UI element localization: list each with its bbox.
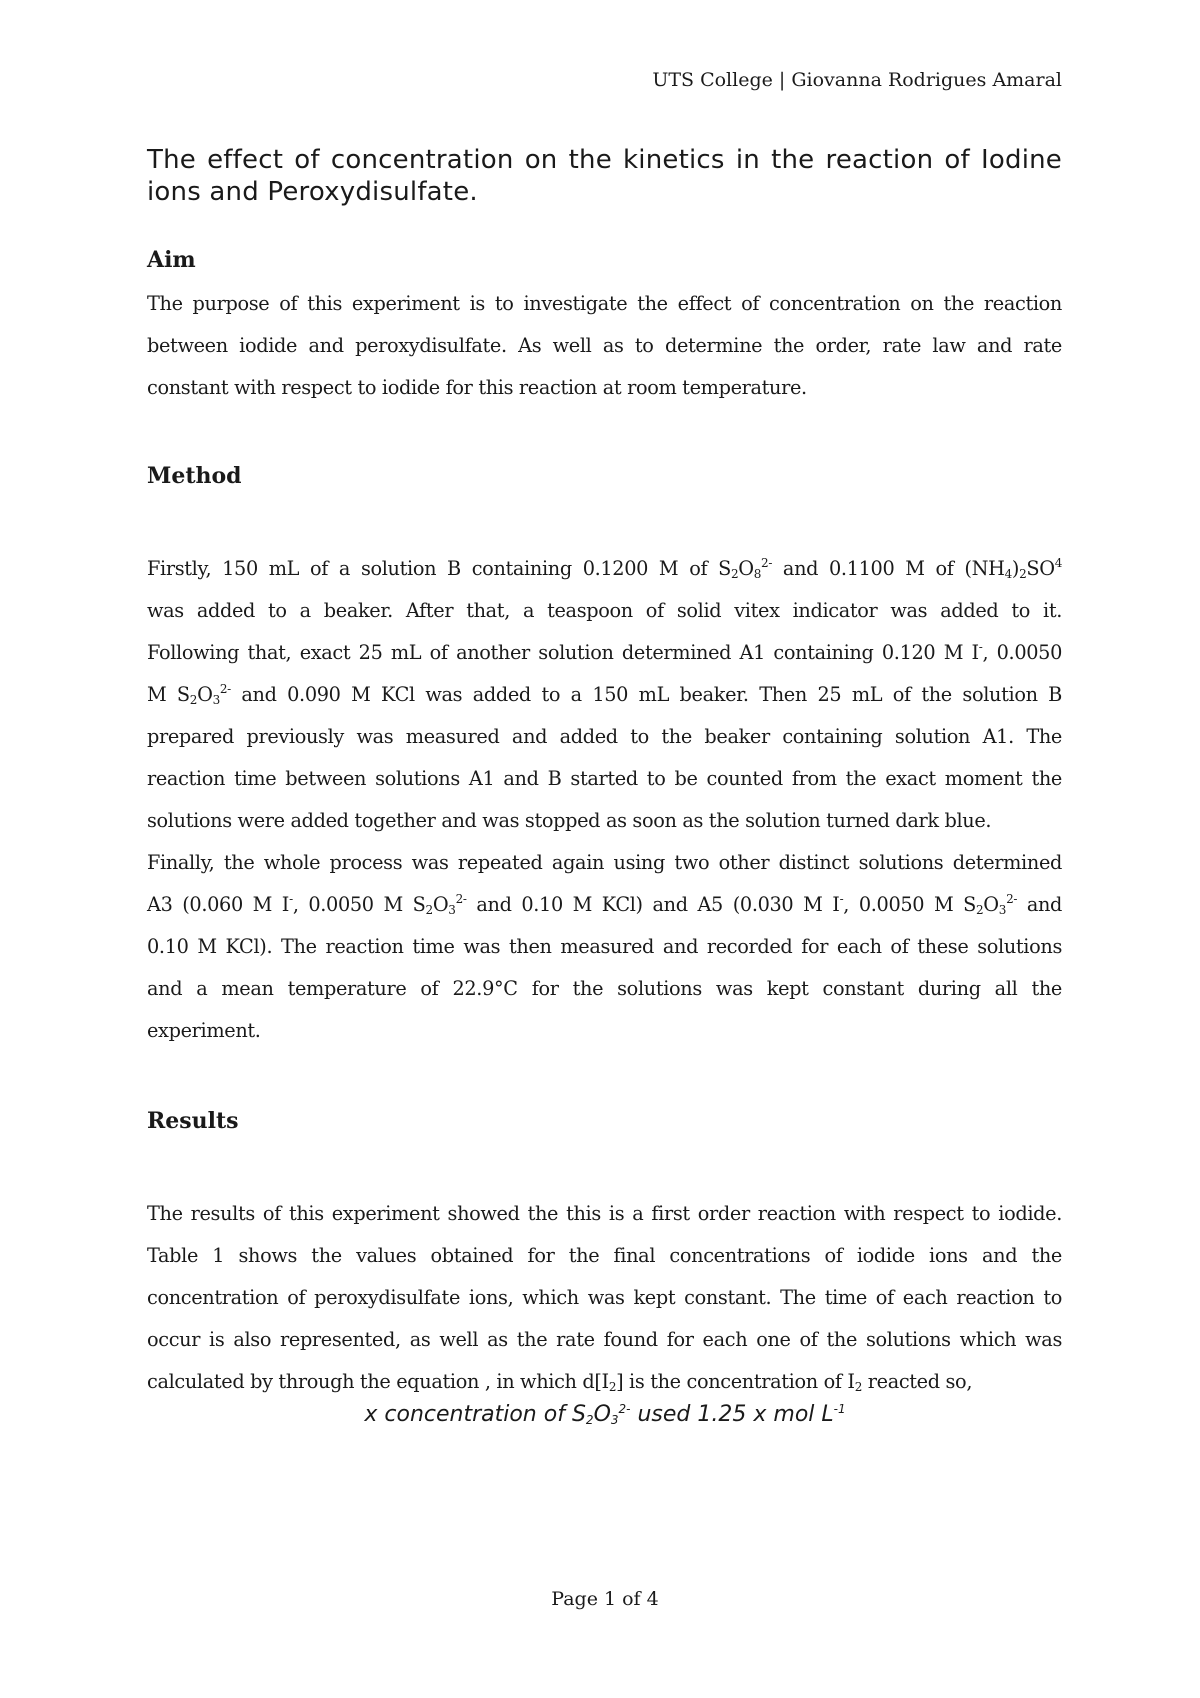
method-line: 0.10 M KCl). The reaction time was then measured and recorded for each of these solutions xyxy=(147,935,1062,958)
results-line: occur is also represented, as well as the rate found for each one of the solutions which was xyxy=(147,1328,1062,1351)
method-line: M $S_2O_3^{2-}$ and 0.090 M KCl was added to a 150 mL beaker. Then 25 mL of the solution B xyxy=(147,682,1062,707)
aim-heading: Aim xyxy=(147,247,196,273)
aim-paragraph xyxy=(147,283,1062,409)
aim-line: constant with respect to iodide for this reaction at room temperature. xyxy=(147,376,807,399)
aim-line: between iodide and peroxydisulfate. As well as to determine the order, rate law and rate xyxy=(147,334,1062,357)
results-heading: Results xyxy=(147,1108,239,1134)
method-line: reaction time between solutions A1 and B started to be counted from the exact moment the xyxy=(147,767,1062,790)
results-line: Table 1 shows the values obtained for the final concentrations of iodide ions and the xyxy=(147,1244,1062,1267)
results-paragraph xyxy=(147,1193,1062,1403)
results-line: calculated by through the equation , in which $d[I_2]$ is the concentration of $I_2$ reacted so, xyxy=(147,1370,973,1394)
method-line: was added to a beaker. After that, a teaspoon of solid vitex indicator was added to it. xyxy=(147,599,1062,622)
results-line: concentration of peroxydisulfate ions, which was kept constant. The time of each reaction to xyxy=(147,1286,1062,1309)
results-line: The results of this experiment showed the this is a first order reaction with respect to iodide. xyxy=(147,1202,1062,1225)
method-heading: Method xyxy=(147,463,242,489)
method-line: Following that, exact 25 mL of another solution determined A1 containing 0.120 M I-, 0.0050 xyxy=(147,640,1062,664)
method-line: A3 (0.060 M I-, 0.0050 M $S_2O_3^{2-}$ and 0.10 M KCl) and A5 (0.030 M I-, 0.0050 M $S_2O_3^{2-}$ and xyxy=(147,892,1063,917)
aim-line: The purpose of this experiment is to investigate the effect of concentration on the reaction xyxy=(147,292,1062,315)
page-number: Page 1 of 4 xyxy=(551,1588,659,1610)
method-line: prepared previously was measured and added to the beaker containing solution A1. The xyxy=(147,725,1062,748)
method-line: Finally, the whole process was repeated again using two other distinct solutions determined xyxy=(147,851,1062,874)
rate-formula: x concentration of $S_2O_3^{2-}$ used 1.25 x mol $L^{-1}$ xyxy=(364,1402,846,1427)
method-line: experiment. xyxy=(147,1019,261,1042)
method-line: Firstly, 150 mL of a solution B containing 0.1200 M of $S_2O_8^{2-}$ and 0.1100 M of $(NH_4)_2SO^4$ xyxy=(147,556,1062,581)
document-title: The effect of concentration on the kinetics in the reaction of Iodine ions and Peroxydisulfate. xyxy=(147,145,1062,207)
method-paragraph xyxy=(147,548,1062,1052)
method-line: solutions were added together and was stopped as soon as the solution turned dark blue. xyxy=(147,809,992,832)
page-header: UTS College | Giovanna Rodrigues Amaral xyxy=(652,69,1062,91)
method-line: and a mean temperature of 22.9°C for the solutions was kept constant during all the xyxy=(147,977,1062,1000)
